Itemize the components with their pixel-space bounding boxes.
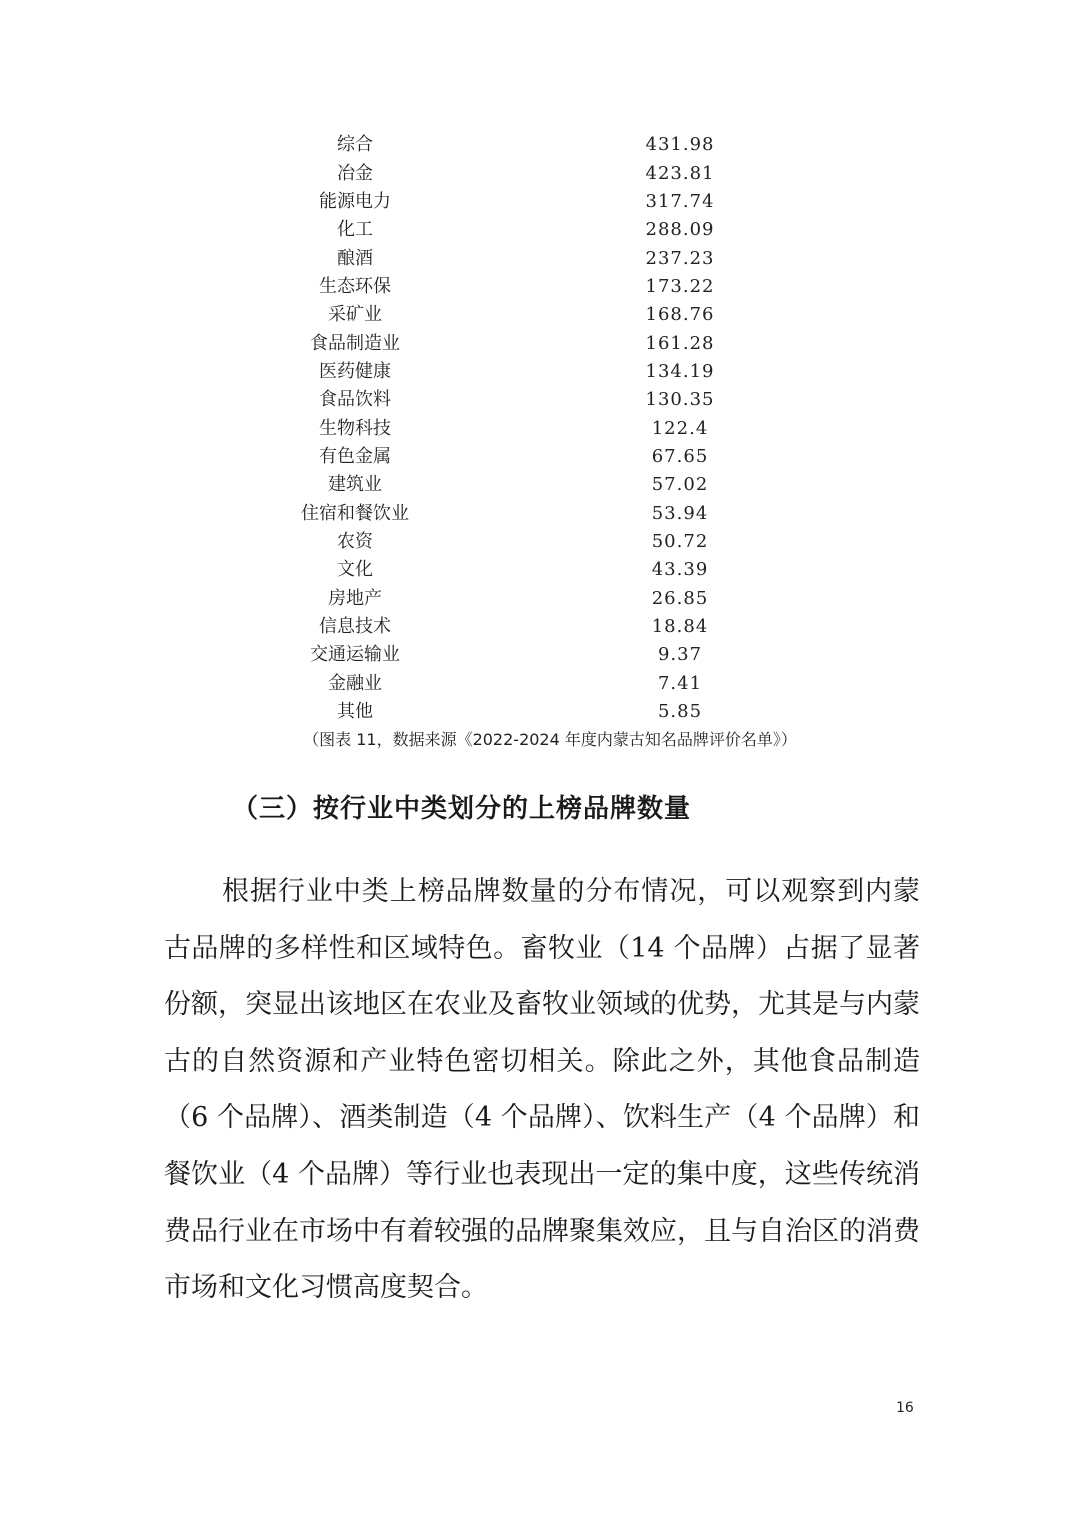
- industry-value-cell: 122.4: [651, 417, 709, 439]
- table-row: [260, 414, 820, 442]
- table-row: [260, 641, 820, 669]
- industry-name-cell: 生态环保: [319, 275, 391, 297]
- industry-value-cell: 67.65: [651, 445, 709, 467]
- table-row: [260, 528, 820, 556]
- body-paragraph: 根据行业中类上榜品牌数量的分布情况，可以观察到内蒙古品牌的多样性和区域特色。畜牧业（14 个品牌）占据了显著份额，突显出该地区在农业及畜牧业领域的优势，尤其是与内蒙古的自然资源和产业特色密切相关。除此之外，其他食品制造（6 个品牌）、酒类制造（4 个品牌）、饮料生产（4 个品牌）和餐饮业（4 个品牌）等行业也表现出一定的集中度，这些传统消费品行业在市场中有着较强的品牌聚集效应，且与自治区的消费市场和文化习惯高度契合。: [164, 876, 920, 1304]
- table-row: [260, 443, 820, 471]
- table-row: [260, 301, 820, 329]
- table-row: [260, 358, 820, 386]
- industry-name-cell: 农资: [337, 530, 373, 552]
- industry-name-cell: 食品制造业: [310, 332, 400, 354]
- table-row: [260, 188, 820, 216]
- industry-value-cell: 9.37: [657, 644, 703, 666]
- industry-value-cell: 423.81: [645, 162, 715, 184]
- industry-value-cell: 161.28: [645, 332, 715, 354]
- industry-value-cell: 7.41: [657, 672, 703, 694]
- industry-value-cell: 26.85: [651, 587, 709, 609]
- industry-name-cell: 其他: [337, 701, 373, 723]
- industry-value-cell: 5.85: [657, 701, 703, 723]
- industry-name-cell: 冶金: [337, 162, 373, 184]
- industry-name-cell: 医药健康: [319, 360, 391, 382]
- table-body: [260, 131, 820, 726]
- table-row: [260, 329, 820, 357]
- industry-value-cell: 57.02: [651, 474, 709, 496]
- industry-value-cell: 168.76: [645, 304, 715, 326]
- table-row: [260, 698, 820, 726]
- industry-name-cell: 采矿业: [328, 304, 382, 326]
- industry-value-cell: 18.84: [651, 616, 709, 638]
- table-row: [260, 159, 820, 187]
- industry-value-cell: 288.09: [645, 219, 715, 241]
- industry-value-cell: 43.39: [651, 559, 709, 581]
- table-row: [260, 471, 820, 499]
- table-caption: （图表 11，数据来源《2022-2024 年度内蒙古知名品牌评价名单》）: [303, 730, 797, 749]
- industry-name-cell: 交通运输业: [310, 644, 400, 666]
- industry-value-cell: 130.35: [645, 389, 715, 411]
- table-row: [260, 386, 820, 414]
- industry-name-cell: 生物科技: [319, 417, 391, 439]
- industry-name-cell: 酿酒: [337, 247, 373, 269]
- industry-value-cell: 50.72: [651, 530, 709, 552]
- table-row: [260, 131, 820, 159]
- section-title: （三）按行业中类划分的上榜品牌数量: [232, 794, 692, 824]
- industry-name-cell: 文化: [337, 559, 373, 581]
- industry-value-cell: 173.22: [645, 275, 715, 297]
- industry-value-cell: 134.19: [645, 360, 715, 382]
- industry-name-cell: 住宿和餐饮业: [301, 502, 409, 524]
- industry-name-cell: 建筑业: [328, 474, 382, 496]
- table-row: [260, 273, 820, 301]
- industry-value-cell: 317.74: [645, 190, 715, 212]
- industry-name-cell: 信息技术: [319, 616, 391, 638]
- industry-name-cell: 房地产: [328, 587, 382, 609]
- table-row: [260, 613, 820, 641]
- industry-name-cell: 能源电力: [319, 190, 391, 212]
- industry-value-cell: 237.23: [645, 247, 715, 269]
- industry-name-cell: 有色金属: [319, 445, 391, 467]
- industry-value-table: [260, 131, 820, 726]
- industry-value-cell: 53.94: [651, 502, 709, 524]
- industry-value-cell: 431.98: [645, 134, 715, 156]
- industry-name-cell: 化工: [337, 219, 373, 241]
- industry-name-cell: 金融业: [328, 672, 382, 694]
- industry-name-cell: 综合: [337, 134, 373, 156]
- industry-name-cell: 食品饮料: [319, 389, 391, 411]
- table-row: [260, 244, 820, 272]
- page-number: 16: [896, 1400, 914, 1416]
- table-row: [260, 670, 820, 698]
- table-row: [260, 556, 820, 584]
- table-row: [260, 499, 820, 527]
- table-row: [260, 216, 820, 244]
- table-row: [260, 585, 820, 613]
